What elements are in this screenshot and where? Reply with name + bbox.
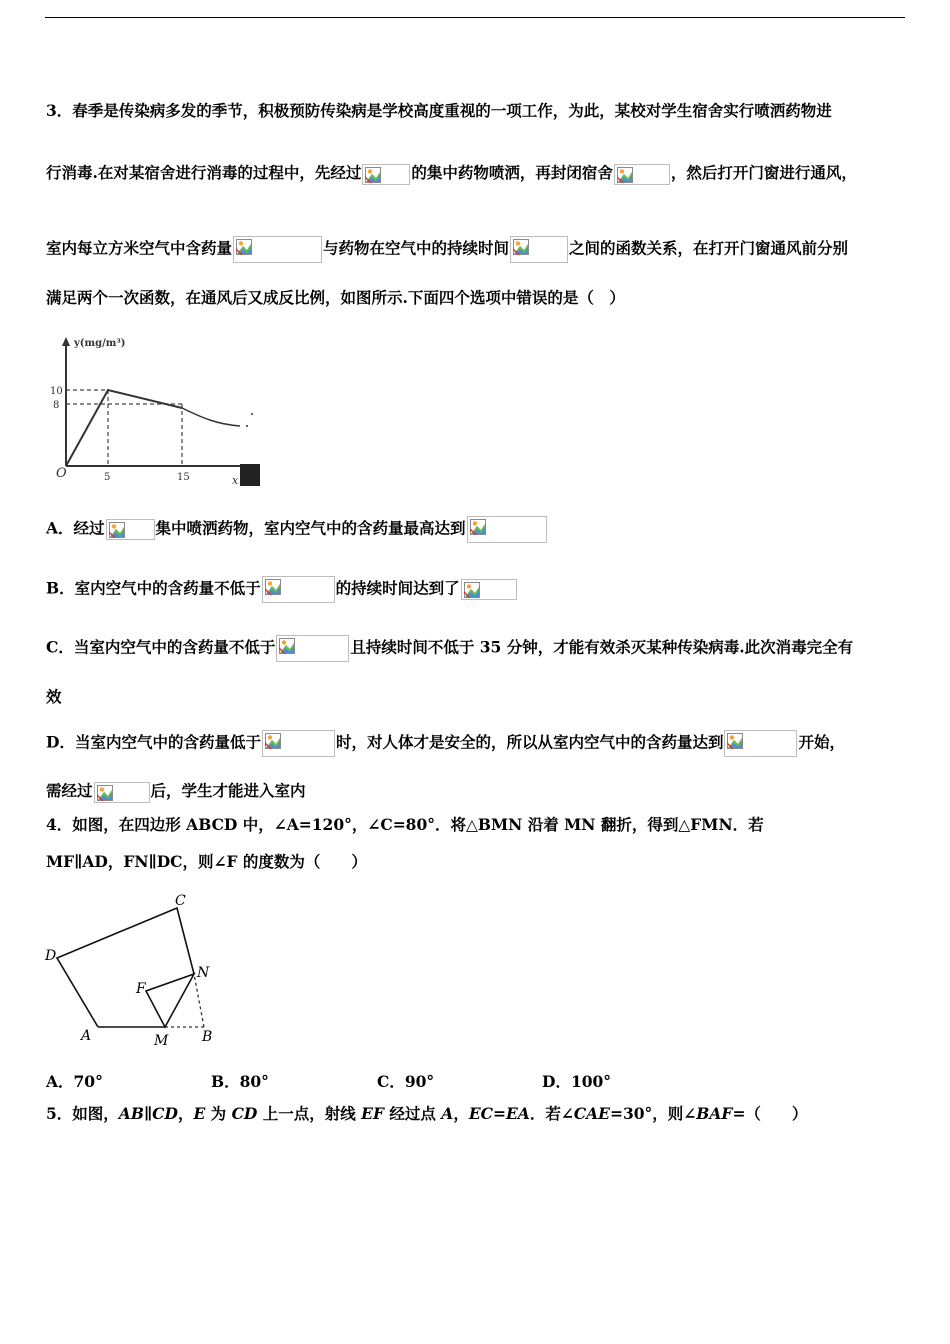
formula-image-icon xyxy=(362,164,410,185)
q3-line1: 3．春季是传染病多发的季节，积极预防传染病是学校高度重视的一项工作，为此，某校对学生宿舍实行喷洒药物进 xyxy=(46,101,832,120)
q4-option-b: B．80° xyxy=(211,1072,269,1091)
formula-image-icon xyxy=(94,782,150,803)
q4-option-c: C．90° xyxy=(377,1072,435,1091)
formula-image-icon xyxy=(106,519,155,540)
q3-option-c: C．当室内空气中的含药量不低于 且持续时间不低于 35 分钟，才能有效杀灭某种传染病毒.此次消毒完全有 xyxy=(46,635,853,662)
graph-ytick-10: 10 xyxy=(50,386,63,397)
q5-line1: 5．如图，AB∥CD，E 为 CD 上一点，射线 EF 经过点 A，EC=EA．若∠CAE=30°，则∠BAF=（ ） xyxy=(46,1104,808,1123)
q4-option-d: D．100° xyxy=(542,1072,612,1091)
formula-image-icon xyxy=(276,635,349,662)
q3-option-c-cont: 效 xyxy=(46,687,62,706)
graph-xtick-15: 15 xyxy=(177,472,190,483)
formula-image-icon xyxy=(461,579,517,600)
formula-image-icon xyxy=(510,236,568,263)
figure-label-d: D xyxy=(45,948,57,964)
q3-line4: 满足两个一次函数，在通风后又成反比例，如图所示.下面四个选项中错误的是（ ） xyxy=(46,288,625,307)
q3-option-d: D．当室内空气中的含药量低于 时，对人体才是安全的，所以从室内空气中的含药量达到 开始， xyxy=(46,730,845,757)
formula-image-icon xyxy=(467,516,547,543)
figure-label-b: B xyxy=(202,1029,213,1045)
graph-ytick-8: 8 xyxy=(53,400,60,411)
formula-image-icon xyxy=(724,730,797,757)
formula-image-icon xyxy=(262,730,335,757)
formula-image-icon xyxy=(262,576,335,603)
q3-option-a: A．经过 集中喷洒药物，室内空气中的含药量最高达到 xyxy=(46,516,548,543)
q3-option-b: B．室内空气中的含药量不低于 的持续时间达到了 xyxy=(46,576,518,603)
figure-label-n: N xyxy=(197,965,210,981)
figure-label-f: F xyxy=(136,981,146,997)
figure-label-a: A xyxy=(81,1028,92,1044)
figure-label-c: C xyxy=(175,893,186,909)
header-rule xyxy=(45,17,905,18)
q3-line2: 行消毒.在对某宿舍进行消毒的过程中，先经过 的集中药物喷洒，再封闭宿舍 ，然后打开门窗进行通风， xyxy=(46,162,857,185)
graph-ylabel: y(mg/m³) xyxy=(74,338,126,349)
q4-option-a: A．70° xyxy=(46,1072,103,1091)
formula-image-icon xyxy=(233,236,322,263)
q3-line3: 室内每立方米空气中含药量 与药物在空气中的持续时间 之间的函数关系，在打开门窗通风前分别 xyxy=(46,236,848,263)
graph-origin: O xyxy=(56,466,67,481)
figure-label-m: M xyxy=(154,1033,169,1048)
formula-image-icon xyxy=(614,164,670,185)
q4-line1: 4．如图，在四边形 ABCD 中，∠A=120°，∠C=80°．将△BMN 沿着 MN 翻折，得到△FMN．若 xyxy=(46,815,764,834)
q4-line2: MF∥AD，FN∥DC，则∠F 的度数为（ ） xyxy=(46,852,367,871)
q4-quadrilateral-figure xyxy=(40,888,230,1048)
graph-xtick-5: 5 xyxy=(104,472,111,483)
q3-function-graph xyxy=(44,332,264,492)
q3-option-d-cont: 需经过 后，学生才能进入室内 xyxy=(46,780,306,803)
graph-xlabel: x xyxy=(232,474,239,487)
